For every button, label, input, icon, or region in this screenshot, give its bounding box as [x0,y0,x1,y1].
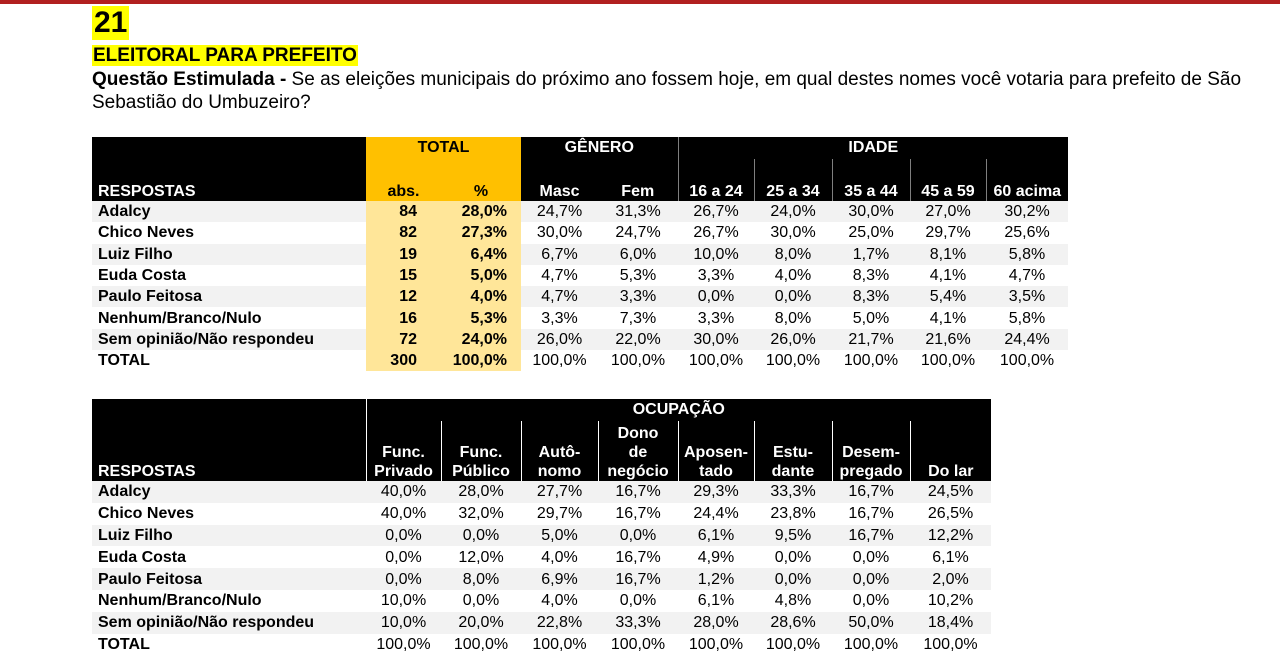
table-cell: 6,9% [521,568,598,590]
table-cell: 5,0% [441,265,521,286]
table-cell: 12 [366,286,441,307]
header-idade: IDADE [678,137,1068,159]
table-cell: 2,0% [910,568,991,590]
table-cell: 3,3% [598,286,678,307]
table-cell: 0,0% [832,590,910,612]
column-header [521,421,598,481]
table-cell: 29,7% [910,222,986,243]
table-cell: 4,0% [521,590,598,612]
table-cell: 29,3% [678,481,754,503]
table-cell: 16,7% [598,568,678,590]
table-cell: 3,5% [986,286,1068,307]
table-cell: 1,2% [678,568,754,590]
table-cell: 6,1% [678,590,754,612]
table-cell: 5,8% [986,307,1068,328]
table-cell: 26,7% [678,201,754,222]
column-header [441,421,521,481]
table-cell: 33,3% [598,612,678,634]
results-table-total-gender-age [92,137,1068,371]
row-label: Chico Neves [92,222,366,243]
row-label: Euda Costa [92,265,366,286]
table-row [92,286,1068,307]
table-cell: 26,5% [910,503,991,525]
table-cell: 100,0% [441,634,521,656]
table-cell: 40,0% [366,503,441,525]
section-subtitle: ELEITORAL PARA PREFEITO [93,45,357,66]
table-cell: 16,7% [598,546,678,568]
table-cell: 16,7% [832,481,910,503]
table-cell: 10,2% [910,590,991,612]
column-header: 60 acima [986,159,1068,201]
column-header [598,421,678,481]
column-header-line: Autô- [538,444,581,461]
table-cell: 5,3% [598,265,678,286]
table-cell: 40,0% [366,481,441,503]
table-cell: 0,0% [598,590,678,612]
table-cell: 30,0% [832,201,910,222]
table-row [92,525,991,547]
header-blank [92,399,366,421]
table-cell: 3,3% [521,307,598,328]
question-text [92,68,1280,114]
table-cell: 6,1% [910,546,991,568]
table-cell: 4,0% [754,265,832,286]
column-header: % [441,159,521,201]
table-row [92,481,991,503]
table-cell: 0,0% [441,525,521,547]
table-cell: 50,0% [832,612,910,634]
table-cell: 33,3% [754,481,832,503]
column-header [832,421,910,481]
table-cell: 4,7% [521,286,598,307]
column-header-line: Func. [382,444,425,461]
column-header: 16 a 24 [678,159,754,201]
table-cell: 10,0% [678,244,754,265]
row-label: Paulo Feitosa [92,286,366,307]
table-cell: 5,0% [521,525,598,547]
table-cell: 300 [366,350,441,371]
table-cell: 0,0% [598,525,678,547]
table-cell: 6,7% [521,244,598,265]
table-cell: 28,0% [441,201,521,222]
column-header-line: de [628,444,648,461]
table-cell: 25,0% [832,222,910,243]
table-cell: 100,0% [754,634,832,656]
table-row [92,350,1068,371]
results-table-occupation [92,399,991,655]
table-cell: 26,0% [521,329,598,350]
table-cell: 6,4% [441,244,521,265]
table-cell: 4,7% [986,265,1068,286]
table-cell: 84 [366,201,441,222]
table-cell: 100,0% [910,350,986,371]
table-cell: 3,3% [678,307,754,328]
table-cell: 8,3% [832,265,910,286]
row-label: Nenhum/Branco/Nulo [92,307,366,328]
table-cell: 12,0% [441,546,521,568]
table-row [92,590,991,612]
table-cell: 4,1% [910,307,986,328]
top-accent-bar [0,0,1280,4]
row-label: Sem opinião/Não respondeu [92,329,366,350]
table-cell: 8,0% [754,307,832,328]
table-cell: 18,4% [910,612,991,634]
table-cell: 0,0% [678,286,754,307]
table-row [92,329,1068,350]
header-total: TOTAL [366,137,521,159]
table-cell: 30,0% [521,222,598,243]
column-header-line: Do lar [928,463,974,480]
column-header [910,421,991,481]
column-header-line: Dono [617,425,659,442]
table-cell: 5,4% [910,286,986,307]
table-cell: 1,7% [832,244,910,265]
table-cell: 25,6% [986,222,1068,243]
row-label: TOTAL [92,634,366,656]
column-header-line: Privado [374,463,433,480]
table-cell: 100,0% [910,634,991,656]
table-cell: 100,0% [754,350,832,371]
table-cell: 100,0% [832,634,910,656]
table-cell: 8,0% [754,244,832,265]
table-cell: 31,3% [598,201,678,222]
row-label: Nenhum/Branco/Nulo [92,590,366,612]
table-row [92,503,991,525]
table-cell: 10,0% [366,612,441,634]
table-cell: 8,3% [832,286,910,307]
table-cell: 100,0% [678,634,754,656]
column-header [754,421,832,481]
table-cell: 24,0% [441,329,521,350]
table-cell: 22,0% [598,329,678,350]
column-header-line: negócio [607,463,669,480]
table-cell: 0,0% [366,568,441,590]
table-cell: 32,0% [441,503,521,525]
row-label: Adalcy [92,201,366,222]
row-label: Luiz Filho [92,244,366,265]
table-cell: 30,2% [986,201,1068,222]
table-cell: 30,0% [678,329,754,350]
table-cell: 100,0% [441,350,521,371]
column-header-line: Func. [459,444,503,461]
table-cell: 16 [366,307,441,328]
table-cell: 82 [366,222,441,243]
table-cell: 5,3% [441,307,521,328]
table-cell: 0,0% [754,286,832,307]
table-cell: 9,5% [754,525,832,547]
table-cell: 4,0% [521,546,598,568]
table-cell: 28,6% [754,612,832,634]
column-header: abs. [366,159,441,201]
header-respostas: RESPOSTAS [92,421,366,481]
table-cell: 27,0% [910,201,986,222]
table-cell: 100,0% [366,634,441,656]
row-label: Euda Costa [92,546,366,568]
table-cell: 19 [366,244,441,265]
table-cell: 8,1% [910,244,986,265]
column-header [366,421,441,481]
table-cell: 4,9% [678,546,754,568]
column-header-line: Público [452,463,510,480]
column-header-line: tado [699,463,733,480]
table-cell: 5,0% [832,307,910,328]
table-cell: 100,0% [678,350,754,371]
table-row [92,612,991,634]
table-cell: 28,0% [678,612,754,634]
table-cell: 30,0% [754,222,832,243]
column-header: Fem [598,159,678,201]
table-cell: 16,7% [832,525,910,547]
question-body: Se as eleições municipais do próximo ano fossem hoje, em qual destes nomes você votaria para prefeito de São Sebastião do Umbuzeiro? [92,69,1242,113]
row-label: Paulo Feitosa [92,568,366,590]
header-ocupacao: OCUPAÇÃO [366,399,991,421]
table-cell: 100,0% [521,350,598,371]
table-cell: 24,4% [986,329,1068,350]
column-header: 25 a 34 [754,159,832,201]
table-cell: 22,8% [521,612,598,634]
table-cell: 24,4% [678,503,754,525]
table-cell: 16,7% [598,481,678,503]
column-header: Masc [521,159,598,201]
table-cell: 24,5% [910,481,991,503]
table-cell: 100,0% [598,634,678,656]
table-cell: 20,0% [441,612,521,634]
question-label: Questão Estimulada - [92,69,287,90]
table-cell: 29,7% [521,503,598,525]
table-cell: 72 [366,329,441,350]
column-header-line: Aposen- [684,444,748,461]
table-cell: 3,3% [678,265,754,286]
table-cell: 4,8% [754,590,832,612]
table-cell: 4,0% [441,286,521,307]
row-label: Luiz Filho [92,525,366,547]
table-cell: 24,7% [521,201,598,222]
table-cell: 0,0% [832,568,910,590]
column-header [678,421,754,481]
table-cell: 23,8% [754,503,832,525]
row-label: TOTAL [92,350,366,371]
column-header-line: Desem- [842,444,900,461]
table-cell: 8,0% [441,568,521,590]
table-cell: 4,7% [521,265,598,286]
table-cell: 0,0% [832,546,910,568]
table-cell: 7,3% [598,307,678,328]
column-header: 45 a 59 [910,159,986,201]
table-cell: 21,7% [832,329,910,350]
column-header-line: Estu- [773,444,813,461]
table-cell: 21,6% [910,329,986,350]
table-cell: 100,0% [986,350,1068,371]
table-cell: 24,7% [598,222,678,243]
table-cell: 10,0% [366,590,441,612]
table-row [92,201,1068,222]
row-label: Chico Neves [92,503,366,525]
table-cell: 100,0% [521,634,598,656]
row-label: Adalcy [92,481,366,503]
row-label: Sem opinião/Não respondeu [92,612,366,634]
column-header-line: dante [771,463,815,480]
table-row [92,307,1068,328]
header-respostas: RESPOSTAS [92,159,366,201]
header-genero: GÊNERO [521,137,678,159]
table-cell: 6,0% [598,244,678,265]
table-cell: 24,0% [754,201,832,222]
table-cell: 16,7% [832,503,910,525]
table-row [92,546,991,568]
table-row [92,265,1068,286]
column-header-line: nomo [537,463,582,480]
table-cell: 0,0% [754,568,832,590]
table-row [92,568,991,590]
table-cell: 0,0% [366,546,441,568]
table-cell: 100,0% [598,350,678,371]
column-header-line: pregado [839,463,903,480]
table-row [92,222,1068,243]
table-cell: 16,7% [598,503,678,525]
table-row [92,244,1068,265]
header-blank [92,137,366,159]
table-cell: 100,0% [832,350,910,371]
table-cell: 27,3% [441,222,521,243]
table-cell: 4,1% [910,265,986,286]
table-cell: 12,2% [910,525,991,547]
table-row [92,634,991,656]
table-cell: 28,0% [441,481,521,503]
table-cell: 0,0% [754,546,832,568]
table-cell: 6,1% [678,525,754,547]
table-cell: 26,7% [678,222,754,243]
table-cell: 26,0% [754,329,832,350]
table-cell: 5,8% [986,244,1068,265]
table-cell: 0,0% [366,525,441,547]
column-header: 35 a 44 [832,159,910,201]
table-cell: 27,7% [521,481,598,503]
table-cell: 0,0% [441,590,521,612]
section-number: 21 [94,6,128,39]
table-cell: 15 [366,265,441,286]
